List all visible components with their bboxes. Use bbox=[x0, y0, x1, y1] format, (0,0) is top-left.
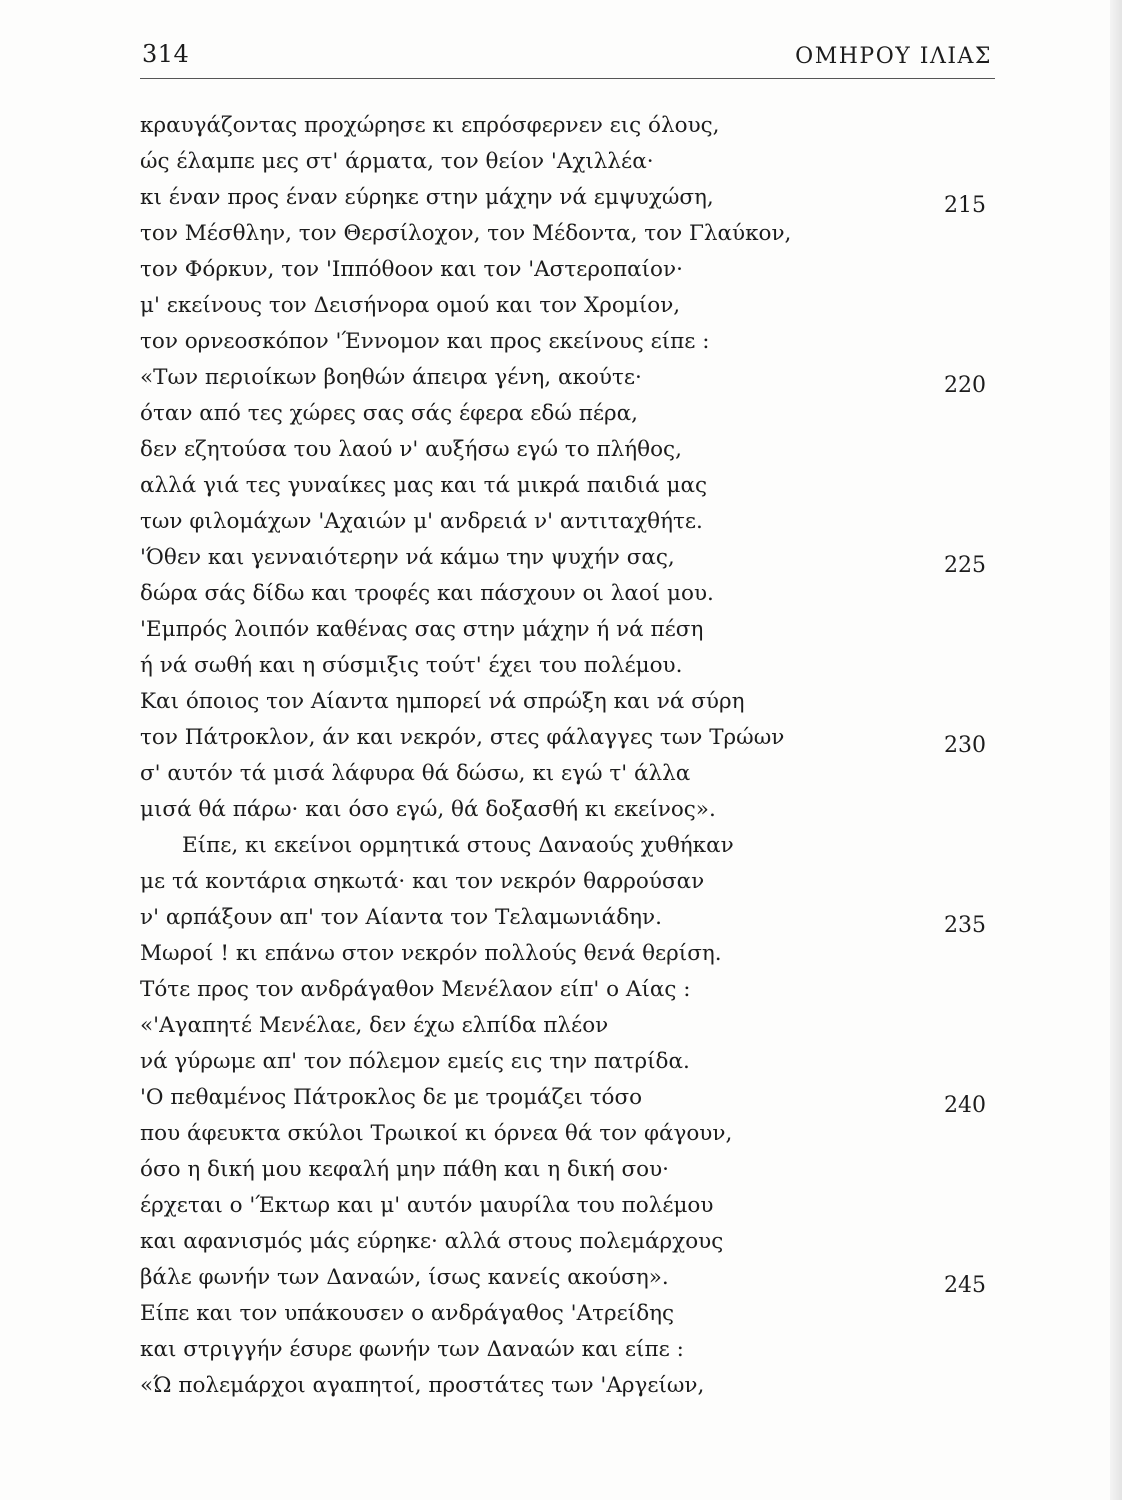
verse-text: σ' αυτόν τά μισά λάφυρα θά δώσω, κι εγώ τ' άλλα bbox=[140, 761, 691, 786]
line-number: 215 bbox=[944, 193, 986, 218]
line-number: 225 bbox=[944, 553, 986, 578]
verse-block bbox=[0, 100, 1122, 1396]
verse-line bbox=[0, 1108, 1122, 1144]
verse-line bbox=[0, 820, 1122, 856]
verse-line bbox=[0, 352, 1122, 398]
verse-line bbox=[0, 424, 1122, 460]
verse-line bbox=[0, 1360, 1122, 1396]
verse-line bbox=[0, 208, 1122, 244]
verse-text: μ' εκείνους τον Δεισήνορα ομού και τον Χρομίον, bbox=[140, 293, 681, 318]
verse-line bbox=[0, 1180, 1122, 1216]
verse-line bbox=[0, 1288, 1122, 1324]
verse-text: 'Ο πεθαμένος Πάτροκλος δε με τρομάζει τόσο bbox=[140, 1085, 643, 1110]
verse-text: δώρα σάς δίδω και τροφές και πάσχουν οι λαοί μου. bbox=[140, 581, 714, 606]
verse-line bbox=[0, 172, 1122, 218]
verse-text: «'Αγαπητέ Μενέλαε, δεν έχω ελπίδα πλέον bbox=[140, 1013, 609, 1038]
verse-text: που άφευκτα σκύλοι Τρωικοί κι όρνεα θά τον φάγουν, bbox=[140, 1121, 733, 1146]
verse-line bbox=[0, 568, 1122, 604]
verse-text: Μωροί ! κι επάνω στον νεκρόν πολλούς θενά θερίση. bbox=[140, 941, 722, 966]
verse-line bbox=[0, 136, 1122, 172]
verse-text: «Ώ πολεμάρχοι αγαπητοί, προστάτες των 'Αργείων, bbox=[140, 1373, 705, 1398]
verse-line bbox=[0, 280, 1122, 316]
verse-line bbox=[0, 604, 1122, 640]
verse-text: τον Πάτροκλον, άν και νεκρόν, στες φάλαγγες των Τρώων bbox=[140, 725, 785, 750]
verse-line bbox=[0, 640, 1122, 676]
verse-text: Είπε, κι εκείνοι ορμητικά στους Δαναούς χυθήκαν bbox=[182, 833, 734, 858]
verse-text: ώς έλαμπε μες στ' άρματα, τον θείον 'Αχιλλέα· bbox=[140, 149, 654, 174]
verse-line bbox=[0, 1072, 1122, 1118]
verse-line bbox=[0, 388, 1122, 424]
verse-text: όσο η δική μου κεφαλή μην πάθη και η δική σου· bbox=[140, 1157, 670, 1182]
verse-line bbox=[0, 676, 1122, 712]
verse-line bbox=[0, 1144, 1122, 1180]
verse-line bbox=[0, 748, 1122, 784]
verse-line bbox=[0, 496, 1122, 532]
verse-text: με τά κοντάρια σηκωτά· και τον νεκρόν θαρρούσαν bbox=[140, 869, 705, 894]
verse-text: νά γύρωμε απ' τον πόλεμον εμείς εις την πατρίδα. bbox=[140, 1049, 690, 1074]
line-number: 235 bbox=[944, 913, 986, 938]
verse-line bbox=[0, 1036, 1122, 1072]
verse-line bbox=[0, 316, 1122, 352]
line-number: 245 bbox=[944, 1273, 986, 1298]
verse-line bbox=[0, 460, 1122, 496]
verse-text: τον Φόρκυν, τον 'Ιππόθοον και τον 'Αστεροπαίον· bbox=[140, 257, 683, 282]
verse-text: όταν από τες χώρες σας σάς έφερα εδώ πέρα, bbox=[140, 401, 638, 426]
header-divider bbox=[140, 78, 995, 79]
verse-text: τον Μέσθλην, τον Θερσίλοχον, τον Μέδοντα, τον Γλαύκον, bbox=[140, 221, 792, 246]
verse-line bbox=[0, 856, 1122, 892]
verse-text: κραυγάζοντας προχώρησε κι επρόσφερνεν εις όλους, bbox=[140, 113, 720, 138]
verse-text: έρχεται ο 'Έκτωρ και μ' αυτόν μαυρίλα του πολέμου bbox=[140, 1193, 714, 1218]
running-title: ΟΜΗΡΟΥ ΙΛΙΑΣ bbox=[795, 44, 992, 69]
verse-line bbox=[0, 244, 1122, 280]
verse-text: μισά θά πάρω· και όσο εγώ, θά δοξασθή κι εκείνος». bbox=[140, 797, 716, 822]
verse-line bbox=[0, 532, 1122, 578]
verse-text: κι έναν προς έναν εύρηκε στην μάχην νά εμψυχώση, bbox=[140, 185, 714, 210]
verse-line bbox=[0, 928, 1122, 964]
verse-line bbox=[0, 1216, 1122, 1252]
verse-text: αλλά γιά τες γυναίκες μας και τά μικρά παιδιά μας bbox=[140, 473, 708, 498]
line-number: 230 bbox=[944, 733, 986, 758]
verse-text: βάλε φωνήν των Δαναών, ίσως κανείς ακούση». bbox=[140, 1265, 669, 1290]
verse-text: και στριγγήν έσυρε φωνήν των Δαναών και είπε : bbox=[140, 1337, 684, 1362]
page-number: 314 bbox=[142, 40, 190, 68]
verse-text: και αφανισμός μάς εύρηκε· αλλά στους πολεμάρχους bbox=[140, 1229, 724, 1254]
line-number: 240 bbox=[944, 1093, 986, 1118]
verse-text: ή νά σωθή και η σύσμιξις τούτ' έχει του πολέμου. bbox=[140, 653, 683, 678]
verse-line bbox=[0, 964, 1122, 1000]
verse-line bbox=[0, 892, 1122, 938]
verse-line bbox=[0, 1324, 1122, 1360]
verse-text: τον ορνεοσκόπον 'Έννομον και προς εκείνους είπε : bbox=[140, 329, 710, 354]
line-number: 220 bbox=[944, 373, 986, 398]
verse-text: 'Όθεν και γενναιότερην νά κάμω την ψυχήν σας, bbox=[140, 545, 675, 570]
verse-line bbox=[0, 100, 1122, 136]
verse-text: Τότε προς τον ανδράγαθον Μενέλαον είπ' ο Αίας : bbox=[140, 977, 691, 1002]
verse-line bbox=[0, 1252, 1122, 1298]
verse-text: Και όποιος τον Αίαντα ημπορεί νά σπρώξη και νά σύρη bbox=[140, 689, 745, 714]
verse-text: ν' αρπάξουν απ' τον Αίαντα τον Τελαμωνιάδην. bbox=[140, 905, 662, 930]
verse-line bbox=[0, 784, 1122, 820]
verse-text: 'Εμπρός λοιπόν καθένας σας στην μάχην ή νά πέση bbox=[140, 617, 704, 642]
verse-text: των φιλομάχων 'Αχαιών μ' ανδρειά ν' αντιταχθήτε. bbox=[140, 509, 703, 534]
verse-text: Είπε και τον υπάκουσεν ο ανδράγαθος 'Ατρείδης bbox=[140, 1301, 675, 1326]
verse-line bbox=[0, 1000, 1122, 1036]
verse-line bbox=[0, 712, 1122, 758]
verse-text: δεν εζητούσα του λαού ν' αυξήσω εγώ το πλήθος, bbox=[140, 437, 682, 462]
verse-text: «Των περιοίκων βοηθών άπειρα γένη, ακούτε· bbox=[140, 365, 642, 390]
